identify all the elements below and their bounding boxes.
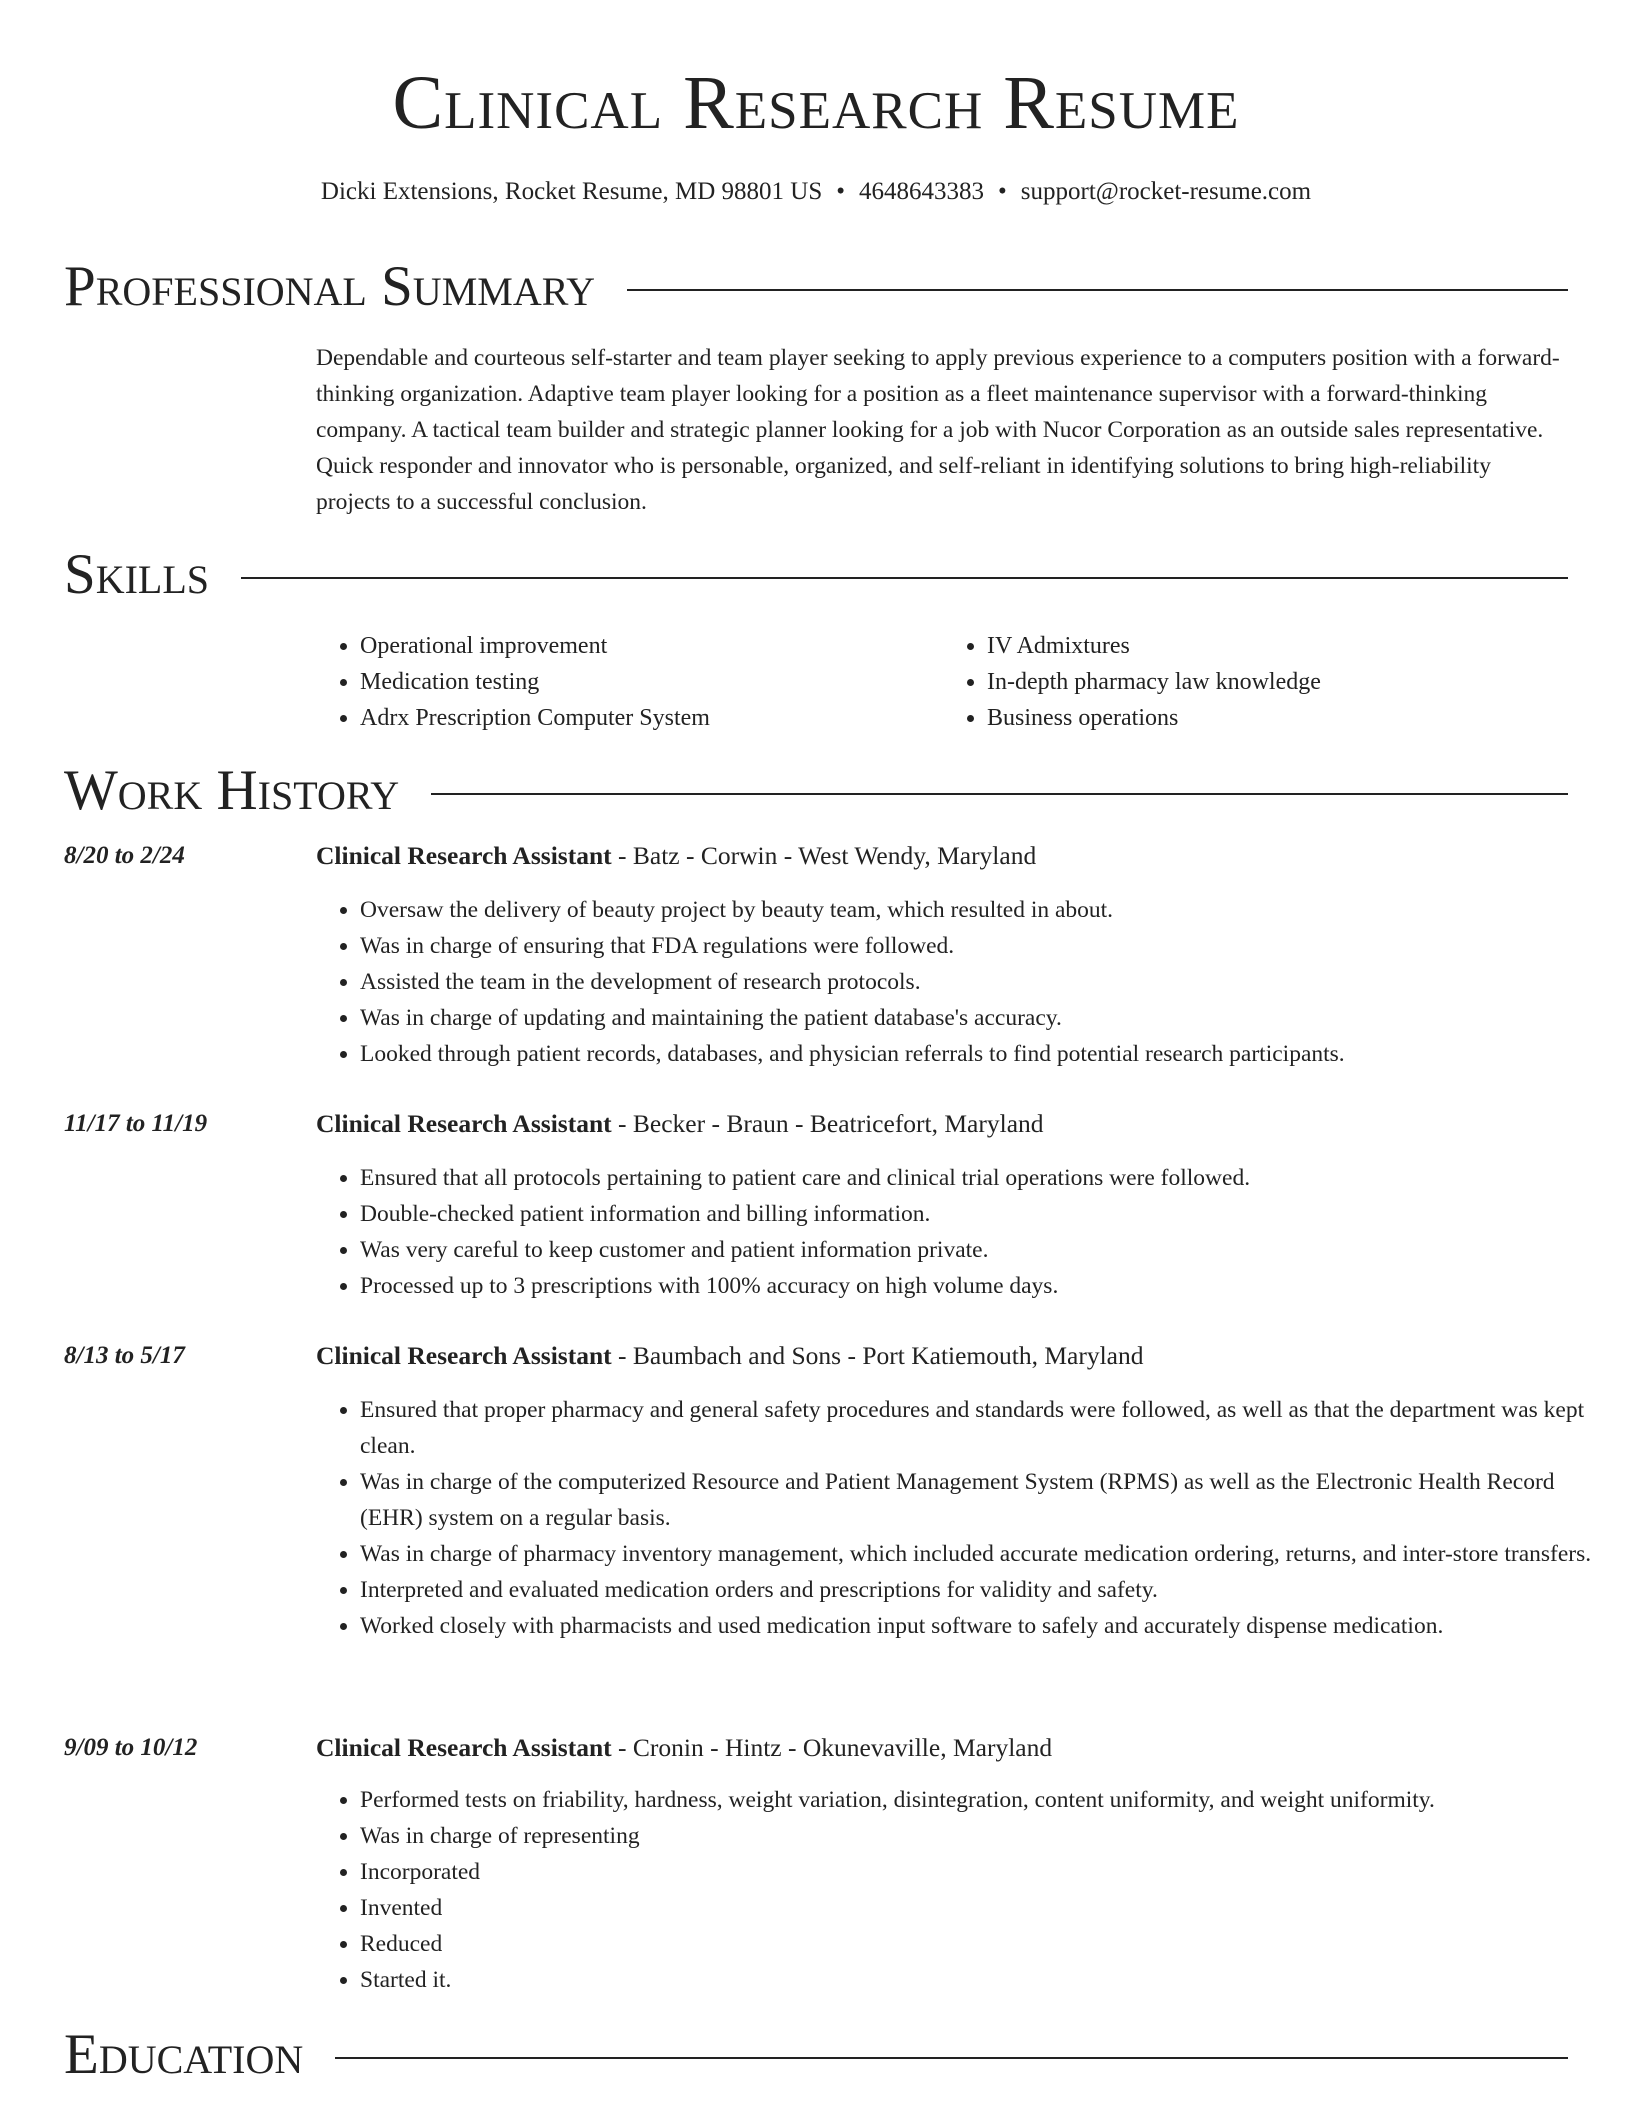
section-divider bbox=[335, 2057, 1568, 2059]
skill-item: • In-depth pharmacy law knowledge bbox=[987, 664, 1570, 700]
job-bullet: • Was in charge of ensuring that FDA regulations were followed. bbox=[360, 928, 1614, 964]
job-title: Clinical Research Assistant bbox=[316, 1733, 612, 1762]
job-details: - Baumbach and Sons - Port Katiemouth, Maryland bbox=[618, 1341, 1144, 1370]
job-bullet: • Was in charge of updating and maintaining the patient database's accuracy. bbox=[360, 1000, 1614, 1036]
job-dates: 11/17 to 11/19 bbox=[64, 1110, 208, 1137]
job-bullet: • Started it. bbox=[360, 1962, 1614, 1998]
job-bullet: • Ensured that all protocols pertaining to patient care and clinical trial operations were followed. bbox=[360, 1160, 1614, 1196]
job-title: Clinical Research Assistant bbox=[316, 841, 612, 870]
section-divider bbox=[431, 793, 1568, 795]
job-bullet: • Assisted the team in the development of research protocols. bbox=[360, 964, 1614, 1000]
job-details: - Batz - Corwin - West Wendy, Maryland bbox=[618, 841, 1037, 870]
section-header-skills bbox=[64, 542, 1568, 608]
job-bullets bbox=[316, 1782, 1614, 1998]
job-details: - Becker - Braun - Beatricefort, Maryland bbox=[618, 1109, 1044, 1138]
section-divider bbox=[241, 577, 1568, 579]
job-bullets bbox=[316, 1392, 1614, 1644]
job-bullets bbox=[316, 892, 1614, 1072]
job-bullet: • Invented bbox=[360, 1890, 1614, 1926]
job-bullet: • Was very careful to keep customer and patient information private. bbox=[360, 1232, 1614, 1268]
job-heading bbox=[316, 838, 1036, 874]
skill-item: • Operational improvement bbox=[360, 628, 943, 664]
section-divider bbox=[627, 289, 1568, 291]
skill-item: • Business operations bbox=[987, 700, 1570, 736]
job-bullet: • Ensured that proper pharmacy and general safety procedures and standards were followed, as well as that the department was kept clean. bbox=[360, 1392, 1614, 1464]
job-bullet: • Was in charge of pharmacy inventory management, which included accurate medication ordering, returns, and inter-store transfers. bbox=[360, 1536, 1614, 1572]
job-bullet: • Looked through patient records, databases, and physician referrals to find potential research participants. bbox=[360, 1036, 1614, 1072]
contact-phone: 4648643383 bbox=[859, 178, 985, 205]
job-bullet: • Interpreted and evaluated medication orders and prescriptions for validity and safety. bbox=[360, 1572, 1614, 1608]
skills-column-left bbox=[316, 628, 943, 736]
section-header-summary bbox=[64, 254, 1568, 320]
job-heading bbox=[316, 1338, 1144, 1374]
job-bullet: • Oversaw the delivery of beauty project by beauty team, which resulted in about. bbox=[360, 892, 1614, 928]
section-title-summary: Professional Summary bbox=[64, 255, 596, 318]
contact-separator: • bbox=[998, 178, 1007, 205]
job-dates: 9/09 to 10/12 bbox=[64, 1734, 198, 1761]
job-title: Clinical Research Assistant bbox=[316, 1109, 612, 1138]
job-details: - Cronin - Hintz - Okunevaville, Maryland bbox=[618, 1733, 1053, 1762]
section-title-skills: Skills bbox=[64, 543, 210, 606]
skill-item: • Adrx Prescription Computer System bbox=[360, 700, 943, 736]
job-title: Clinical Research Assistant bbox=[316, 1341, 612, 1370]
job-bullet: • Processed up to 3 prescriptions with 100% accuracy on high volume days. bbox=[360, 1268, 1614, 1304]
job-bullet: • Was in charge of the computerized Resource and Patient Management System (RPMS) as well as the Electronic Health Record (EHR) system on a regular basis. bbox=[360, 1464, 1614, 1536]
job-heading bbox=[316, 1730, 1052, 1766]
contact-email: support@rocket-resume.com bbox=[1020, 178, 1312, 205]
skill-item: • Medication testing bbox=[360, 664, 943, 700]
skills-column-right bbox=[943, 628, 1570, 736]
job-bullet: • Incorporated bbox=[360, 1854, 1614, 1890]
job-bullet: • Reduced bbox=[360, 1926, 1614, 1962]
contact-address: Dicki Extensions, Rocket Resume, MD 98801 US bbox=[320, 178, 823, 205]
job-bullets bbox=[316, 1160, 1614, 1304]
skills-list bbox=[316, 628, 1570, 736]
job-bullet: • Performed tests on friability, hardness, weight variation, disintegration, content uniformity, and weight uniformity. bbox=[360, 1782, 1614, 1818]
section-header-work bbox=[64, 758, 1568, 824]
section-title-education: Education bbox=[64, 2023, 304, 2086]
job-dates: 8/13 to 5/17 bbox=[64, 1342, 185, 1369]
section-title-work: Work History bbox=[64, 759, 400, 822]
job-heading bbox=[316, 1106, 1044, 1142]
summary-text: Dependable and courteous self-starter and team player seeking to apply previous experience to a computers position with a forward-thinking organization. Adaptive team player looking for a position as a fleet maintenance supervisor with a forward-thinking company. A tactical team builder and strategic planner looking for a job with Nucor Corporation as an outside sales representative. Quick responder and innovator who is personable, organized, and self-reliant in identifying solutions to bring high-reliability projects to a successful conclusion. bbox=[316, 345, 1560, 515]
job-bullet: • Double-checked patient information and billing information. bbox=[360, 1196, 1614, 1232]
job-dates: 8/20 to 2/24 bbox=[64, 842, 185, 869]
skill-item: • IV Admixtures bbox=[987, 628, 1570, 664]
contact-line bbox=[0, 176, 1632, 208]
page-title: Clinical Research Resume bbox=[392, 61, 1240, 145]
section-header-education bbox=[64, 2022, 1568, 2088]
job-bullet: • Worked closely with pharmacists and used medication input software to safely and accurately dispense medication. bbox=[360, 1608, 1614, 1644]
contact-separator: • bbox=[836, 178, 846, 205]
job-bullet: • Was in charge of representing bbox=[360, 1818, 1614, 1854]
